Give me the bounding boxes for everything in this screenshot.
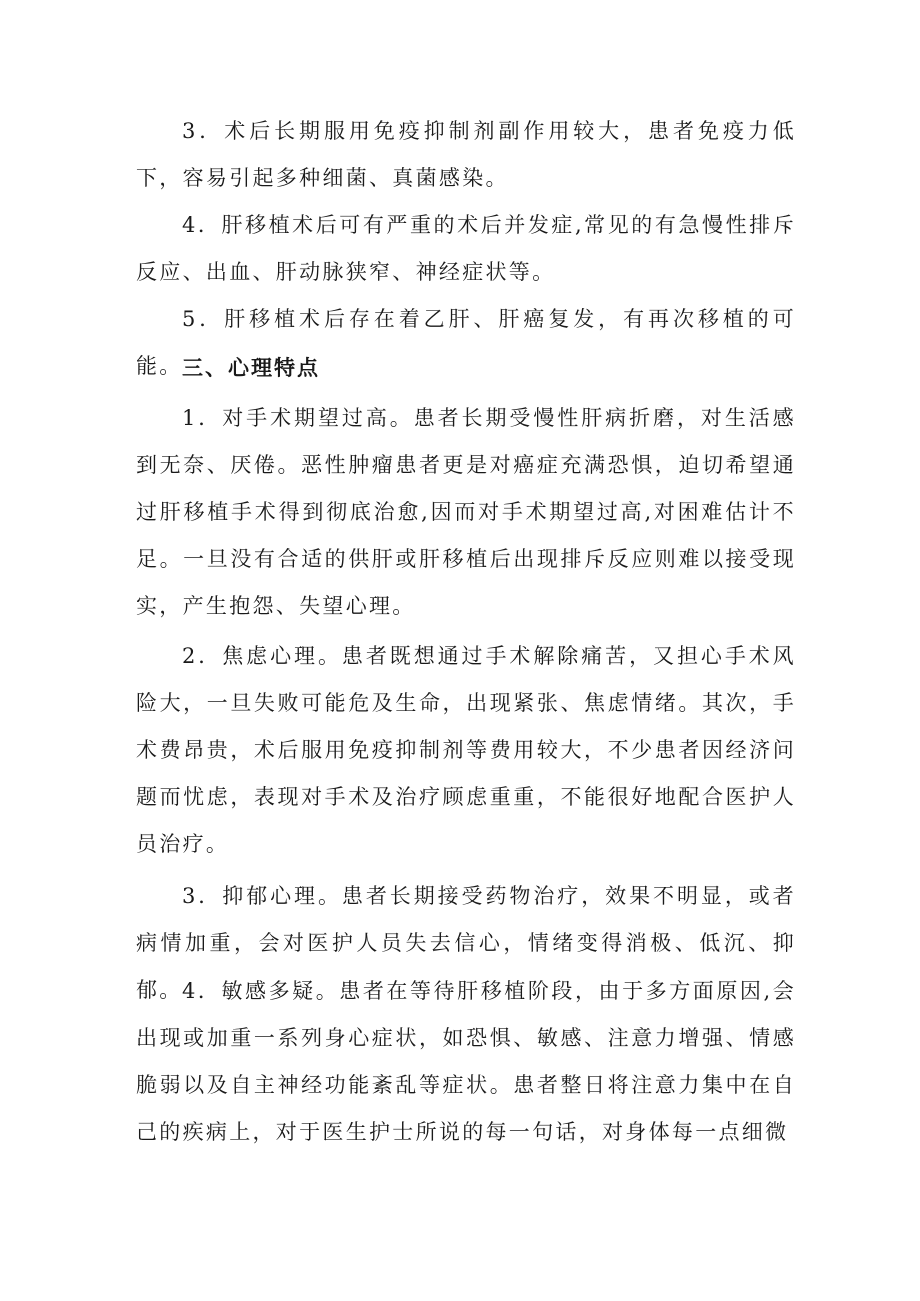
paragraph-psych-2: 2．焦虑心理。患者既想通过手术解除痛苦，又担心手术风险大，一旦失败可能危及生命，出现紧张、焦虑情绪。其次，手术费昂贵，术后服用免疫抑制剂等费用较大，不少患者因经济问题而忧虑，表现对手术及治疗顾虑重重，不能很好地配合医护人员治疗。 (136, 644, 796, 856)
paragraph-psych-4: 4．敏感多疑。患者在等待肝移植阶段，由于多方面原因,会出现或加重一系列身心症状，如恐惧、敏感、注意力增强、情感脆弱以及自主神经功能紊乱等症状。患者整日将注意力集中在自己的疾病上，对于医生护士所说的每一句话，对身体每一点细微 (136, 979, 796, 1144)
paragraph-psych-1: 1．对手术期望过高。患者长期受慢性肝病折磨，对生活感到无奈、厌倦。恶性肿瘤患者更是对癌症充满恐惧，迫切希望通过肝移植手术得到彻底治愈,因而对手术期望过高,对困难估计不足。一旦没有合适的供肝或肝移植后出现排斥反应则难以接受现实，产生抱怨、失望心理。 (136, 406, 796, 618)
paragraph-complication-5: 5．肝移植术后存在着乙肝、肝癌复发，有再次移植的可能。 (136, 307, 796, 378)
paragraph-complication-4: 4．肝移植术后可有严重的术后并发症,常见的有急慢性排斥反应、出血、肝动脉狭窄、神经症状等。 (136, 213, 796, 284)
paragraph-psych-3: 3．抑郁心理。患者长期接受药物治疗，效果不明显，或者病情加重，会对医护人员失去信心，情绪变得消极、低沉、抑郁。 (136, 884, 796, 1002)
section-heading: 三、心理特点 (182, 356, 320, 380)
paragraph-complication-3: 3．术后长期服用免疫抑制剂副作用较大，患者免疫力低下，容易引起多种细菌、真菌感染。 (136, 119, 796, 190)
